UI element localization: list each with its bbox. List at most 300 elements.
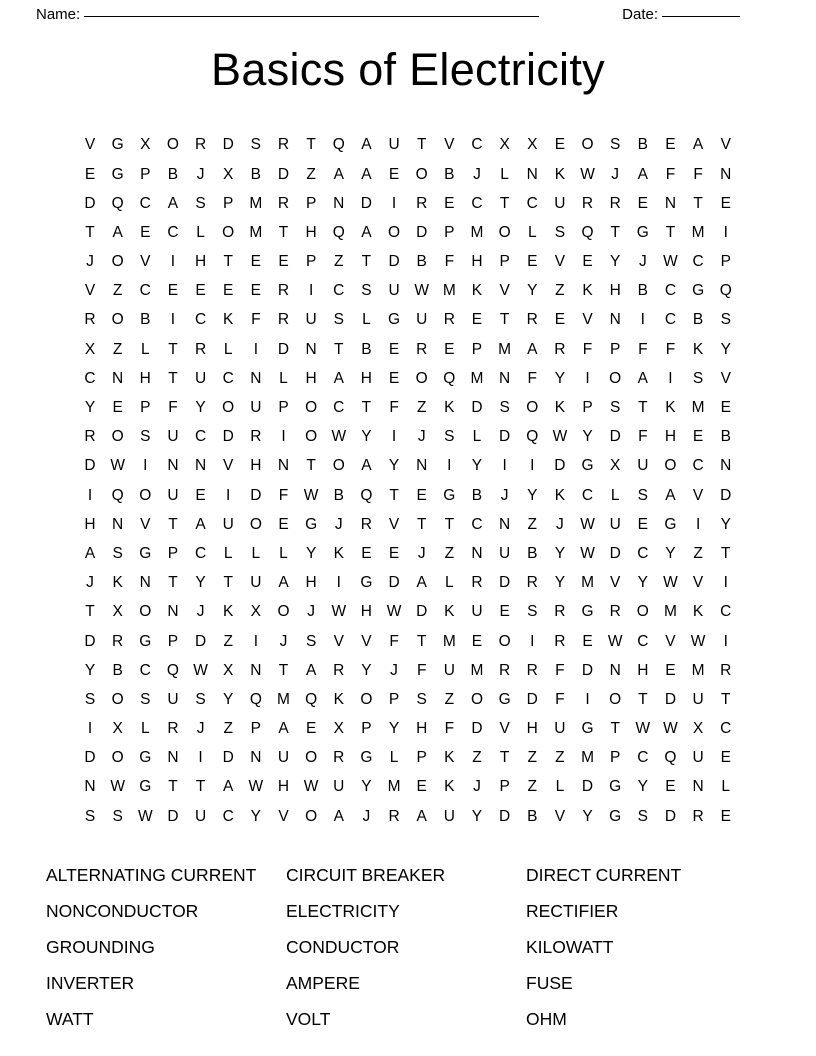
grid-cell[interactable]: D xyxy=(664,690,677,708)
grid-cell[interactable]: D xyxy=(609,428,621,446)
grid-cell[interactable]: G xyxy=(360,574,373,592)
grid-cell[interactable]: J xyxy=(417,544,426,562)
grid-cell[interactable]: K xyxy=(223,603,234,621)
grid-cell[interactable]: J xyxy=(473,778,481,796)
grid-cell[interactable]: W xyxy=(607,632,623,650)
grid-cell[interactable]: F xyxy=(251,311,261,329)
grid-cell[interactable]: E xyxy=(278,515,289,533)
grid-cell[interactable]: T xyxy=(416,515,427,533)
grid-cell[interactable]: Y xyxy=(361,661,372,679)
grid-cell[interactable]: J xyxy=(279,632,288,650)
grid-cell[interactable]: S xyxy=(195,194,206,212)
grid-cell[interactable]: T xyxy=(223,253,233,271)
grid-cell[interactable]: S xyxy=(195,690,206,708)
grid-cell[interactable]: T xyxy=(306,457,316,475)
grid-cell[interactable]: Y xyxy=(305,544,317,562)
grid-cell[interactable]: M xyxy=(442,282,456,300)
grid-cell[interactable]: M xyxy=(249,223,263,241)
grid-cell[interactable]: K xyxy=(444,603,455,621)
grid-cell[interactable]: E xyxy=(444,194,455,212)
grid-cell[interactable]: B xyxy=(527,807,538,825)
grid-cell[interactable]: Y xyxy=(582,807,593,825)
grid-cell[interactable]: E xyxy=(499,603,510,621)
grid-cell[interactable]: P xyxy=(471,340,483,358)
grid-cell[interactable]: D xyxy=(471,720,483,738)
grid-cell[interactable]: Y xyxy=(361,778,372,796)
grid-cell[interactable]: N xyxy=(526,165,538,183)
grid-cell[interactable]: Q xyxy=(111,486,124,504)
grid-cell[interactable]: T xyxy=(168,340,178,358)
grid-cell[interactable]: U xyxy=(443,807,455,825)
grid-cell[interactable]: N xyxy=(664,194,677,212)
word-list-item[interactable]: FUSE xyxy=(526,973,573,993)
grid-cell[interactable]: Q xyxy=(664,749,677,767)
grid-cell[interactable]: G xyxy=(609,807,622,825)
grid-cell[interactable]: B xyxy=(527,544,538,562)
grid-cell[interactable]: D xyxy=(416,603,428,621)
grid-cell[interactable]: G xyxy=(139,778,152,796)
grid-cell[interactable]: I xyxy=(391,428,397,446)
grid-cell[interactable]: O xyxy=(222,399,235,417)
grid-cell[interactable]: D xyxy=(360,194,372,212)
grid-cell[interactable]: M xyxy=(691,661,705,679)
grid-cell[interactable]: A xyxy=(333,807,344,825)
grid-cell[interactable]: H xyxy=(526,720,538,738)
grid-cell[interactable]: L xyxy=(527,223,537,241)
grid-cell[interactable]: Y xyxy=(610,253,621,271)
grid-cell[interactable]: S xyxy=(554,223,566,241)
grid-cell[interactable]: C xyxy=(222,369,234,387)
grid-cell[interactable]: D xyxy=(250,486,262,504)
grid-cell[interactable]: L xyxy=(223,544,233,562)
grid-cell[interactable]: N xyxy=(471,544,483,562)
grid-cell[interactable]: N xyxy=(112,369,124,387)
grid-cell[interactable]: F xyxy=(638,340,648,358)
grid-cell[interactable]: D xyxy=(664,807,677,825)
grid-cell[interactable]: O xyxy=(305,428,318,446)
grid-cell[interactable]: P xyxy=(305,253,317,271)
grid-cell[interactable]: M xyxy=(442,632,456,650)
grid-cell[interactable]: Q xyxy=(360,486,373,504)
grid-cell[interactable]: U xyxy=(167,428,179,446)
grid-cell[interactable]: R xyxy=(194,136,207,154)
grid-cell[interactable]: K xyxy=(444,778,455,796)
grid-cell[interactable]: P xyxy=(444,223,455,241)
grid-cell[interactable]: W xyxy=(331,603,347,621)
grid-cell[interactable]: Z xyxy=(693,544,703,562)
grid-cell[interactable]: R xyxy=(581,194,594,212)
grid-cell[interactable]: L xyxy=(196,223,205,241)
grid-cell[interactable]: K xyxy=(444,399,455,417)
word-list-item[interactable]: WATT xyxy=(46,1009,94,1029)
grid-cell[interactable]: T xyxy=(610,720,620,738)
grid-cell[interactable]: R xyxy=(416,340,428,358)
grid-cell[interactable]: E xyxy=(665,778,676,796)
grid-cell[interactable]: W xyxy=(635,720,651,738)
grid-cell[interactable]: I xyxy=(170,253,176,271)
grid-cell[interactable]: C xyxy=(637,544,649,562)
grid-cell[interactable]: H xyxy=(471,253,483,271)
grid-cell[interactable]: L xyxy=(223,340,233,358)
grid-cell[interactable]: Y xyxy=(84,399,96,417)
grid-cell[interactable]: F xyxy=(665,165,676,183)
grid-cell[interactable]: E xyxy=(278,253,289,271)
grid-cell[interactable]: O xyxy=(470,690,483,708)
grid-cell[interactable]: B xyxy=(361,340,372,358)
grid-cell[interactable]: U xyxy=(250,574,262,592)
grid-cell[interactable]: D xyxy=(84,194,96,212)
grid-cell[interactable]: C xyxy=(333,282,345,300)
grid-cell[interactable]: L xyxy=(500,165,509,183)
grid-cell[interactable]: V xyxy=(665,632,676,650)
grid-cell[interactable]: Z xyxy=(527,515,537,533)
grid-cell[interactable]: T xyxy=(721,690,731,708)
grid-cell[interactable]: I xyxy=(668,369,673,387)
grid-cell[interactable]: L xyxy=(279,369,288,387)
grid-cell[interactable]: D xyxy=(581,778,594,796)
grid-cell[interactable]: S xyxy=(499,399,510,417)
grid-cell[interactable]: C xyxy=(139,282,151,300)
grid-cell[interactable]: B xyxy=(637,136,648,154)
grid-cell[interactable]: A xyxy=(416,574,427,592)
grid-cell[interactable]: X xyxy=(610,457,621,475)
grid-cell[interactable]: K xyxy=(692,340,704,358)
grid-cell[interactable]: C xyxy=(581,486,594,504)
word-list-item[interactable]: CONDUCTOR xyxy=(286,937,400,957)
grid-cell[interactable]: R xyxy=(554,340,566,358)
grid-cell[interactable]: E xyxy=(195,282,206,300)
grid-cell[interactable]: D xyxy=(499,574,511,592)
grid-cell[interactable]: H xyxy=(360,603,372,621)
grid-cell[interactable]: Z xyxy=(112,340,123,358)
grid-cell[interactable]: U xyxy=(277,749,290,767)
grid-cell[interactable]: E xyxy=(582,253,593,271)
grid-cell[interactable]: O xyxy=(139,486,152,504)
grid-cell[interactable]: O xyxy=(222,223,235,241)
grid-cell[interactable]: O xyxy=(526,399,539,417)
word-list-item[interactable]: ELECTRICITY xyxy=(286,901,400,921)
grid-cell[interactable]: F xyxy=(389,632,399,650)
grid-cell[interactable]: H xyxy=(305,223,317,241)
grid-cell[interactable]: Q xyxy=(305,690,318,708)
grid-cell[interactable]: G xyxy=(139,544,152,562)
grid-cell[interactable]: Z xyxy=(334,253,344,271)
grid-cell[interactable]: T xyxy=(499,194,510,212)
grid-cell[interactable]: H xyxy=(416,720,428,738)
grid-cell[interactable]: R xyxy=(720,661,732,679)
grid-cell[interactable]: A xyxy=(333,165,344,183)
grid-cell[interactable]: W xyxy=(248,778,264,796)
grid-cell[interactable]: U xyxy=(305,311,317,329)
grid-cell[interactable]: N xyxy=(167,603,179,621)
grid-cell[interactable]: Q xyxy=(249,690,262,708)
grid-cell[interactable]: S xyxy=(305,632,317,650)
grid-cell[interactable]: U xyxy=(609,515,621,533)
grid-cell[interactable]: S xyxy=(527,603,538,621)
grid-cell[interactable]: X xyxy=(223,661,234,679)
grid-cell[interactable]: I xyxy=(308,282,314,300)
grid-cell[interactable]: D xyxy=(581,661,594,679)
grid-cell[interactable]: F xyxy=(444,253,455,271)
grid-cell[interactable]: I xyxy=(585,690,590,708)
grid-cell[interactable]: Y xyxy=(250,807,262,825)
grid-cell[interactable]: R xyxy=(471,574,483,592)
grid-cell[interactable]: G xyxy=(636,223,649,241)
grid-cell[interactable]: S xyxy=(610,136,621,154)
grid-cell[interactable]: H xyxy=(194,253,207,271)
grid-cell[interactable]: T xyxy=(334,340,344,358)
grid-cell[interactable]: P xyxy=(610,749,621,767)
grid-cell[interactable]: I xyxy=(281,428,286,446)
grid-cell[interactable]: J xyxy=(362,807,371,825)
grid-cell[interactable]: E xyxy=(637,194,648,212)
grid-cell[interactable]: P xyxy=(416,749,427,767)
grid-cell[interactable]: N xyxy=(167,457,179,475)
grid-cell[interactable]: C xyxy=(526,194,538,212)
grid-cell[interactable]: O xyxy=(166,136,179,154)
grid-cell[interactable]: J xyxy=(196,165,205,183)
grid-cell[interactable]: N xyxy=(720,165,732,183)
grid-cell[interactable]: J xyxy=(417,428,426,446)
grid-cell[interactable]: X xyxy=(112,603,123,621)
grid-cell[interactable]: B xyxy=(692,311,704,329)
grid-cell[interactable]: T xyxy=(168,515,178,533)
grid-cell[interactable]: Q xyxy=(166,661,179,679)
grid-cell[interactable]: C xyxy=(692,253,704,271)
grid-cell[interactable]: E xyxy=(471,311,483,329)
grid-cell[interactable]: F xyxy=(665,340,676,358)
grid-cell[interactable]: O xyxy=(609,690,622,708)
grid-cell[interactable]: H xyxy=(637,661,649,679)
grid-cell[interactable]: I xyxy=(253,340,258,358)
grid-cell[interactable]: R xyxy=(526,311,538,329)
grid-cell[interactable]: F xyxy=(638,428,648,446)
grid-cell[interactable]: J xyxy=(334,515,343,533)
grid-cell[interactable]: U xyxy=(499,544,511,562)
grid-cell[interactable]: O xyxy=(277,603,290,621)
grid-cell[interactable]: W xyxy=(331,428,347,446)
grid-cell[interactable]: S xyxy=(720,311,731,329)
grid-cell[interactable]: T xyxy=(416,632,427,650)
grid-cell[interactable]: M xyxy=(498,340,512,358)
grid-cell[interactable]: M xyxy=(691,399,705,417)
grid-cell[interactable]: F xyxy=(168,399,178,417)
grid-cell[interactable]: E xyxy=(665,136,676,154)
grid-cell[interactable]: Y xyxy=(637,778,648,796)
grid-cell[interactable]: Z xyxy=(416,399,427,417)
grid-cell[interactable]: U xyxy=(637,457,649,475)
grid-cell[interactable]: J xyxy=(307,603,315,621)
grid-cell[interactable]: Q xyxy=(332,136,345,154)
grid-cell[interactable]: V xyxy=(610,574,621,592)
grid-cell[interactable]: U xyxy=(250,399,262,417)
grid-cell[interactable]: L xyxy=(279,544,288,562)
grid-cell[interactable]: B xyxy=(720,428,731,446)
grid-cell[interactable]: W xyxy=(193,661,208,679)
grid-cell[interactable]: C xyxy=(637,749,649,767)
grid-cell[interactable]: Z xyxy=(527,749,537,767)
grid-cell[interactable]: P xyxy=(499,253,510,271)
grid-cell[interactable]: A xyxy=(665,486,676,504)
grid-cell[interactable]: L xyxy=(140,340,150,358)
grid-cell[interactable]: D xyxy=(416,223,428,241)
grid-cell[interactable]: X xyxy=(84,340,96,358)
grid-cell[interactable]: Y xyxy=(195,399,206,417)
grid-cell[interactable]: G xyxy=(139,749,152,767)
grid-cell[interactable]: I xyxy=(143,457,148,475)
grid-cell[interactable]: I xyxy=(723,632,728,650)
grid-cell[interactable]: T xyxy=(168,369,178,387)
grid-cell[interactable]: K xyxy=(554,165,566,183)
grid-cell[interactable]: T xyxy=(610,223,620,241)
grid-cell[interactable]: O xyxy=(332,457,345,475)
grid-cell[interactable]: R xyxy=(554,632,566,650)
grid-cell[interactable]: P xyxy=(167,544,179,562)
grid-cell[interactable]: R xyxy=(443,311,455,329)
word-list-item[interactable]: INVERTER xyxy=(46,973,135,993)
grid-cell[interactable]: H xyxy=(609,282,621,300)
grid-cell[interactable]: U xyxy=(167,690,179,708)
grid-cell[interactable]: E xyxy=(361,544,372,562)
grid-cell[interactable]: R xyxy=(84,428,96,446)
grid-cell[interactable]: P xyxy=(388,690,400,708)
grid-cell[interactable]: U xyxy=(388,136,400,154)
grid-cell[interactable]: A xyxy=(195,515,206,533)
grid-cell[interactable]: V xyxy=(84,282,96,300)
grid-cell[interactable]: Y xyxy=(582,428,593,446)
grid-cell[interactable]: V xyxy=(499,282,510,300)
grid-cell[interactable]: J xyxy=(86,574,94,592)
grid-cell[interactable]: P xyxy=(610,340,621,358)
grid-cell[interactable]: U xyxy=(333,778,345,796)
grid-cell[interactable]: L xyxy=(555,778,565,796)
grid-cell[interactable]: R xyxy=(499,661,511,679)
grid-cell[interactable]: Y xyxy=(665,544,676,562)
grid-cell[interactable]: K xyxy=(665,399,676,417)
grid-cell[interactable]: Y xyxy=(471,457,483,475)
grid-cell[interactable]: O xyxy=(636,603,649,621)
grid-cell[interactable]: T xyxy=(721,544,731,562)
grid-cell[interactable]: P xyxy=(361,720,372,738)
grid-cell[interactable]: E xyxy=(416,778,427,796)
grid-cell[interactable]: F xyxy=(416,661,427,679)
grid-cell[interactable]: N xyxy=(499,369,511,387)
grid-cell[interactable]: N xyxy=(499,515,511,533)
grid-cell[interactable]: I xyxy=(391,194,397,212)
grid-cell[interactable]: R xyxy=(112,632,124,650)
grid-cell[interactable]: M xyxy=(277,690,290,708)
grid-cell[interactable]: F xyxy=(278,486,289,504)
grid-cell[interactable]: W xyxy=(663,574,678,592)
grid-cell[interactable]: U xyxy=(692,749,704,767)
grid-cell[interactable]: A xyxy=(112,223,123,241)
grid-cell[interactable]: N xyxy=(416,457,428,475)
grid-cell[interactable]: T xyxy=(693,194,703,212)
grid-cell[interactable]: N xyxy=(139,574,151,592)
grid-cell[interactable]: X xyxy=(223,165,234,183)
grid-cell[interactable]: R xyxy=(167,720,179,738)
grid-cell[interactable]: P xyxy=(223,194,234,212)
grid-cell[interactable]: Z xyxy=(555,749,565,767)
grid-cell[interactable]: D xyxy=(194,632,207,650)
grid-cell[interactable]: I xyxy=(502,457,507,475)
grid-cell[interactable]: E xyxy=(140,223,151,241)
grid-cell[interactable]: S xyxy=(140,428,151,446)
grid-cell[interactable]: P xyxy=(305,194,317,212)
grid-cell[interactable]: U xyxy=(194,369,207,387)
grid-cell[interactable]: P xyxy=(140,165,151,183)
grid-cell[interactable]: X xyxy=(527,136,538,154)
grid-cell[interactable]: R xyxy=(277,311,290,329)
grid-cell[interactable]: A xyxy=(416,807,427,825)
grid-cell[interactable]: D xyxy=(499,807,511,825)
grid-cell[interactable]: U xyxy=(222,515,234,533)
grid-cell[interactable]: F xyxy=(444,720,455,738)
grid-cell[interactable]: S xyxy=(416,690,427,708)
grid-cell[interactable]: F xyxy=(555,661,565,679)
grid-cell[interactable]: N xyxy=(112,515,124,533)
grid-cell[interactable]: I xyxy=(695,515,701,533)
grid-cell[interactable]: W xyxy=(303,486,319,504)
grid-cell[interactable]: E xyxy=(250,282,262,300)
grid-cell[interactable]: S xyxy=(444,428,455,446)
grid-cell[interactable]: C xyxy=(664,311,677,329)
grid-cell[interactable]: H xyxy=(250,457,262,475)
grid-cell[interactable]: D xyxy=(222,428,234,446)
grid-cell[interactable]: M xyxy=(581,749,594,767)
grid-cell[interactable]: A xyxy=(278,574,289,592)
grid-cell[interactable]: P xyxy=(720,253,731,271)
grid-cell[interactable]: Q xyxy=(332,223,345,241)
grid-cell[interactable]: E xyxy=(388,340,400,358)
grid-cell[interactable]: F xyxy=(389,399,399,417)
grid-cell[interactable]: W xyxy=(580,165,595,183)
grid-cell[interactable]: L xyxy=(140,720,150,738)
grid-cell[interactable]: N xyxy=(333,194,345,212)
grid-cell[interactable]: D xyxy=(222,749,234,767)
grid-cell[interactable]: O xyxy=(305,399,318,417)
grid-cell[interactable]: D xyxy=(84,632,96,650)
grid-cell[interactable]: D xyxy=(609,544,621,562)
grid-cell[interactable]: R xyxy=(526,661,538,679)
date-write-line[interactable] xyxy=(662,16,740,17)
grid-cell[interactable]: T xyxy=(389,486,399,504)
grid-cell[interactable]: A xyxy=(637,165,648,183)
grid-cell[interactable]: V xyxy=(720,136,731,154)
grid-cell[interactable]: I xyxy=(253,632,258,650)
grid-cell[interactable]: M xyxy=(663,603,677,621)
grid-cell[interactable]: T xyxy=(85,223,95,241)
grid-cell[interactable]: O xyxy=(111,749,124,767)
grid-cell[interactable]: N xyxy=(609,311,621,329)
word-list-item[interactable]: RECTIFIER xyxy=(526,901,619,921)
grid-cell[interactable]: V xyxy=(278,807,289,825)
grid-cell[interactable]: E xyxy=(195,486,206,504)
grid-cell[interactable]: M xyxy=(470,369,484,387)
grid-cell[interactable]: T xyxy=(665,223,676,241)
grid-cell[interactable]: T xyxy=(85,603,95,621)
grid-cell[interactable]: R xyxy=(194,340,207,358)
grid-cell[interactable]: Z xyxy=(223,632,233,650)
grid-cell[interactable]: J xyxy=(196,720,205,738)
grid-cell[interactable]: T xyxy=(361,253,372,271)
grid-cell[interactable]: N xyxy=(167,749,179,767)
grid-cell[interactable]: U xyxy=(167,486,179,504)
grid-cell[interactable]: E xyxy=(471,632,483,650)
grid-cell[interactable]: C xyxy=(471,136,483,154)
grid-cell[interactable]: B xyxy=(416,253,427,271)
grid-cell[interactable]: G xyxy=(388,311,401,329)
